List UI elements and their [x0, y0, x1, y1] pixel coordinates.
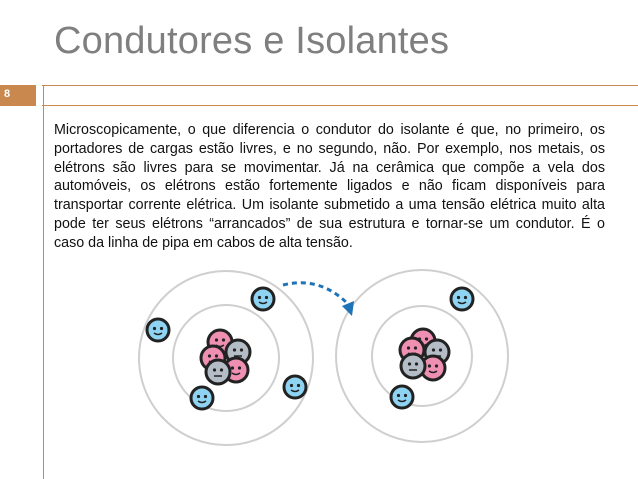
atom-left: [139, 271, 313, 445]
electron-icon: [191, 387, 213, 409]
body-paragraph: Microscopicamente, o que diferencia o condutor do isolante é que, no primeiro, os portadores de cargas estão livres, e no segundo, não. Por exemplo, nos metais, os elétrons são livres para se movimentar. Já na cerâmica que compõe a vela dos automóveis, os elétrons estão fortemente ligados e não ficam disponíveis para transportar corrente elétrica. Um isolante submetido a uma tensão elétrica muito alta pode ter seus elétrons “arrancados” de sua estrutura e tornar-se um condutor. É o caso da linha de pipa em cabos de alta tensão.: [54, 122, 605, 251]
neutron-icon: [206, 360, 230, 384]
curved-arrow-icon: [283, 283, 354, 316]
slide-title: Condutores e Isolantes: [54, 20, 450, 62]
electron-icon: [391, 386, 413, 408]
atom-right: [336, 270, 508, 442]
electron-icon: [147, 319, 169, 341]
neutron-icon: [401, 354, 425, 378]
electron-icon: [451, 288, 473, 310]
nucleus-right: [400, 329, 449, 380]
electron-icon: [284, 376, 306, 398]
slide-number: 8: [4, 88, 11, 100]
nucleus-left: [201, 330, 250, 384]
electron-icon: [252, 288, 274, 310]
